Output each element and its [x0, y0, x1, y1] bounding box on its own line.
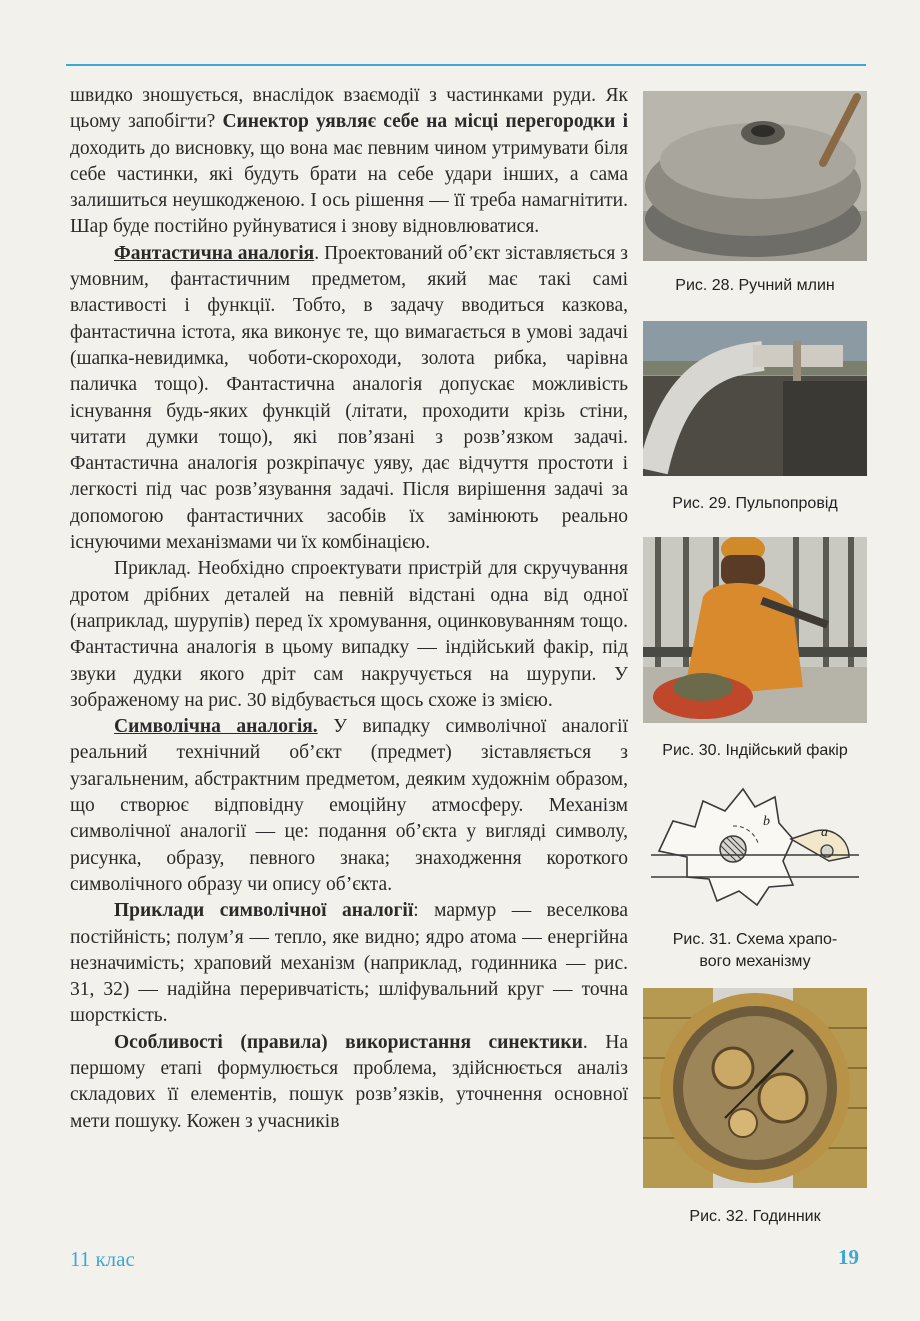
paragraph-1: швидко зношується, внаслідок взаємодії з частинками руди. Як цьому запобігти? Синектор уявляє себе на місці перегородки і доходить до висновку, що вона має певним чином утримувати біля себе частинки, які будуть брати на себе удари інших, а сама залишиться неушкодженою. І ось рішення — її треба намагнітити. Шар буде постійно руйнуватися і знову відновлюватися.: [70, 85, 628, 238]
paragraph-symbolic-examples: Приклади символічної аналогії: мармур — веселкова постійність; полум’я — тепло, яке видно; ядро атома — енергійна незначимість; храповий механізм (наприклад, годинника — рис. 31, 32) — надійна переривчатість; шліфувальний круг — точна шорсткість.: [70, 900, 628, 1027]
paragraph-synectics-rules: Особливості (правила) використання синектики. На першому етапі формулюється проблема, здійснюється аналіз складових її елементів, пошук розв’язків, уточнення основної мети пошуку. Кожен з учасників: [70, 1031, 628, 1132]
figure-29-caption: Рис. 29. Пульпопровід: [672, 495, 838, 512]
millstone-photo: [643, 91, 867, 261]
fakir-photo: [643, 537, 867, 723]
watch-photo: [643, 988, 867, 1188]
paragraph-symbolic-analogy: Символічна аналогія. У випадку символічної аналогії реальний технічний об’єкт (предмет) зіставляється з узагальненим, абстрактним предметом, деяким художнім образом, що створює відповідну емоційну атмосферу. Механізм символічної аналогії — це: подання об’єкта у вигляді символу, рисунка, образу, певного знака; знаходження короткого символічного образу чи опису об’єкта.: [70, 716, 628, 895]
paragraph-example: Приклад. Необхідно спроектувати пристрій для скручування дротом дрібних деталей на певній відстані одна від одної (наприклад, шурупів) перед їх хромування, оцинковуванням тощо. Фантастична аналогія в цьому випадку — індійський факір, під звуки дудки якого дріт сам накручується на шурупи. У зображеному на рис. 30 відбувається щось схоже із змією.: [70, 558, 628, 711]
main-text: [70, 83, 628, 1135]
page-number: 19: [838, 1245, 859, 1269]
figure-31-caption: Рис. 31. Схема храпо- вого механізму: [672, 931, 838, 970]
grade-label: 11 клас: [70, 1247, 135, 1271]
paragraph-fantastic-analogy: Фантастична аналогія. Проектований об’єкт зіставляється з умовним, фантастичним предметом, який має такі самі властивості і функції. Тобто, в задачу вводиться казкова, фантастична істота, яка виконує те, що вимагається в умові задачі (шапка-невидимка, чоботи-скороходи, золота рибка, чарівна паличка тощо). Фантастична аналогія допускає можливість існування будь-яких функцій (літати, проходити крізь стіни, читати думки тощо), які пов’язані з розв’язком задачі. Фантастична аналогія розкріпачує уяву, дає відчуття простоти і легкості під час розв’язування задачі. Після вирішення задачі за допомогою фантастичних засобів їх замінюють реально існуючими механізмами чи їх комбінацією.: [70, 242, 629, 554]
figure-30-caption: Рис. 30. Індійський факір: [662, 742, 848, 759]
label-b: b: [763, 814, 770, 829]
figure-28-caption: Рис. 28. Ручний млин: [675, 277, 835, 294]
label-a: a: [821, 825, 828, 840]
figure-32-caption: Рис. 32. Годинник: [689, 1208, 821, 1225]
ratchet-diagram: [643, 781, 867, 906]
top-rule: [66, 64, 866, 66]
pipeline-photo: [643, 321, 867, 476]
